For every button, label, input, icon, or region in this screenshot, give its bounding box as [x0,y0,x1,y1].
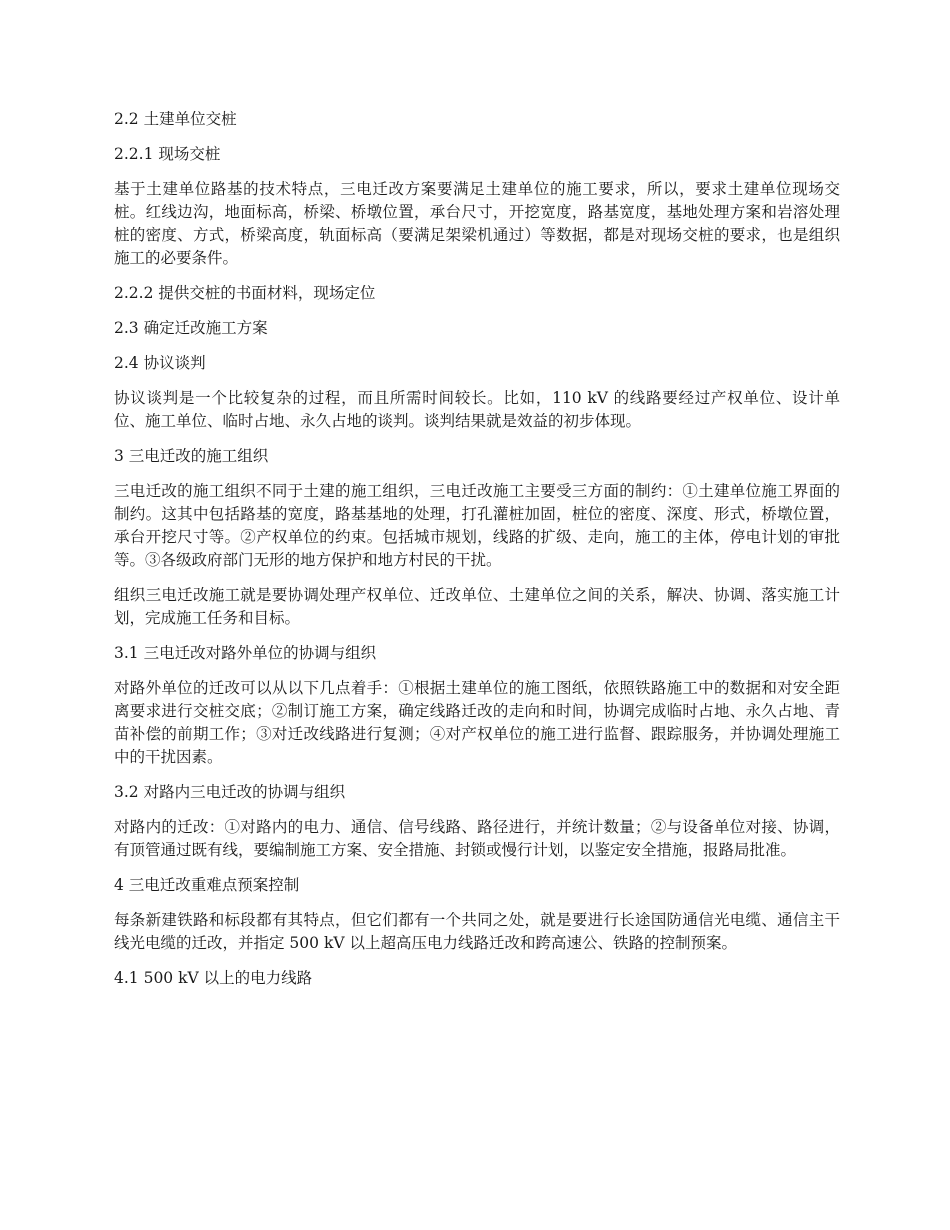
paragraph-construction-organization: 三电迁改的施工组织不同于土建的施工组织，三电迁改施工主要受三方面的制约：①土建单位施工界面的制约。这其中包括路基的宽度，路基基地的处理，打孔灌桩加固，桩位的密度、深度、形式，桥墩位置，承台开挖尺寸等。②产权单位的约束。包括城市规划，线路的扩级、走向，施工的主体，停电计划的审批等。③各级政府部门无形的地方保护和地方村民的干扰。 [114,482,840,569]
section-heading-3: 3 三电迁改的施工组织 [114,447,269,465]
paragraph-negotiation: 协议谈判是一个比较复杂的过程，而且所需时间较长。比如，110 kV 的线路要经过产权单位、设计单位、施工单位、临时占地、永久占地的谈判。谈判结果就是效益的初步体现。 [114,389,840,430]
section-heading-4-1: 4.1 500 kV 以上的电力线路 [114,969,313,987]
section-heading-2-4: 2.4 协议谈判 [114,354,206,372]
document-page [114,108,840,1002]
section-heading-3-1: 3.1 三电迁改对路外单位的协调与组织 [114,644,377,662]
paragraph-internal-relocation: 对路内的迁改：①对路内的电力、通信、信号线路、路径进行，并统计数量；②与设备单位对接、协调，有顶管通过既有线，要编制施工方案、安全措施、封锁或慢行计划，以鉴定安全措施，报路局批准。 [114,818,840,859]
paragraph-site-stake-handover: 基于土建单位路基的技术特点，三电迁改方案要满足土建单位的施工要求，所以，要求土建单位现场交桩。红线边沟，地面标高，桥梁、桥墩位置，承台尺寸，开挖宽度，路基宽度，基地处理方案和岩溶处理桩的密度、方式，桥梁高度，轨面标高（要满足架梁机通过）等数据，都是对现场交桩的要求，也是组织施工的必要条件。 [114,180,840,267]
section-heading-2-2: 2.2 土建单位交桩 [114,110,237,128]
section-heading-2-2-1: 2.2.1 现场交桩 [114,145,221,163]
paragraph-coordination: 组织三电迁改施工就是要协调处理产权单位、迁改单位、土建单位之间的关系，解决、协调、落实施工计划，完成施工任务和目标。 [114,586,840,627]
section-heading-2-2-2: 2.2.2 提供交桩的书面材料，现场定位 [114,284,376,302]
paragraph-external-units: 对路外单位的迁改可以从以下几点着手：①根据土建单位的施工图纸，依照铁路施工中的数据和对安全距离要求进行交桩交底；②制订施工方案，确定线路迁改的走向和时间，协调完成临时占地、永久占地、青苗补偿的前期工作；③对迁改线路进行复测；④对产权单位的施工进行监督、跟踪服务，并协调处理施工中的干扰因素。 [114,679,840,766]
section-heading-2-3: 2.3 确定迁改施工方案 [114,319,268,337]
section-heading-3-2: 3.2 对路内三电迁改的协调与组织 [114,783,346,801]
section-heading-4: 4 三电迁改重难点预案控制 [114,876,300,894]
paragraph-key-difficulties: 每条新建铁路和标段都有其特点，但它们都有一个共同之处，就是要进行长途国防通信光电缆、通信主干线光电缆的迁改，并指定 500 kV 以上超高压电力线路迁改和跨高速公、铁路的控制预案。 [114,911,840,952]
